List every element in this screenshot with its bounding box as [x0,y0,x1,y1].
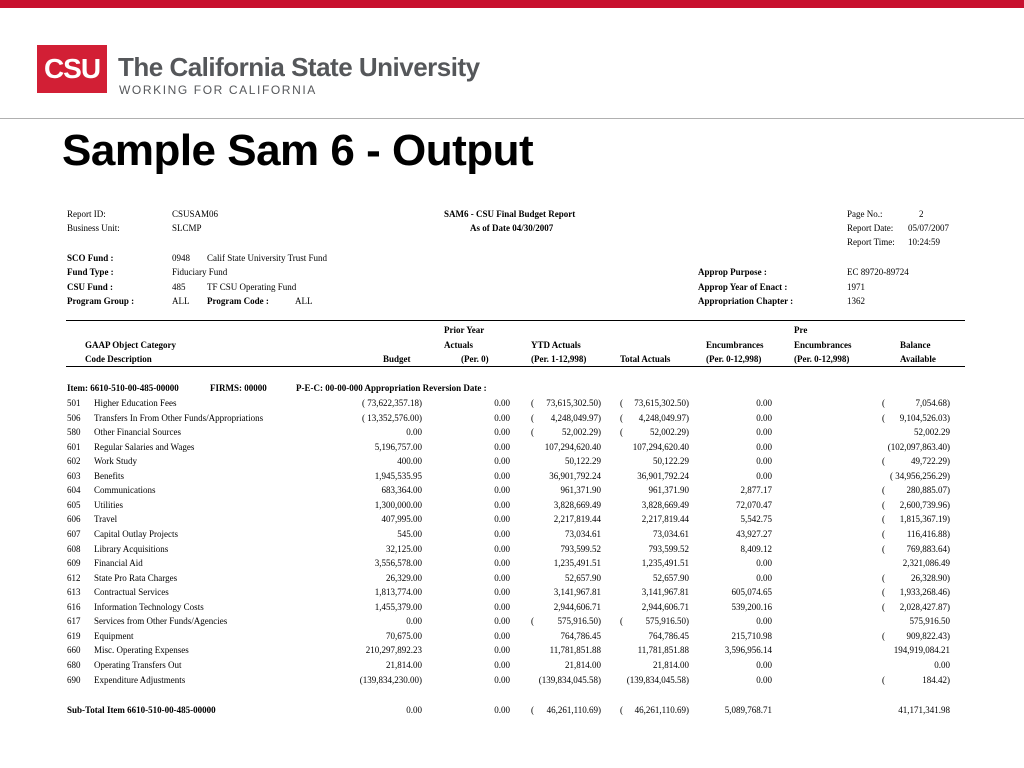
row-ytd-actuals: 107,294,620.40 [544,441,601,452]
col-prior-year-3: (Per. 0) [461,354,489,364]
row-prior-year: 0.00 [494,499,510,510]
table-row [0,456,1024,470]
row-total-actuals: 764,786.45 [648,630,689,641]
col-budget: Budget [383,354,411,364]
row-code: 501 [67,398,81,408]
row-ytd-paren: ( [531,427,534,438]
table-row [0,500,1024,514]
row-code: 604 [67,485,81,496]
row-prior-year: 0.00 [494,514,510,525]
business-unit-value: SLCMP [172,223,202,233]
org-tagline: WORKING FOR CALIFORNIA [119,83,317,97]
row-description: Work Study [94,456,138,467]
row-prior-year: 0.00 [494,456,510,467]
table-row [0,471,1024,485]
row-balance: ( 34,956,256.29) [890,470,950,481]
row-ytd-actuals: 11,781,851.88 [549,645,601,656]
slide-title: Sample Sam 6 - Output [62,126,534,175]
row-code: 607 [67,529,81,539]
row-ytd-paren: ( [531,616,534,627]
row-description: State Pro Rata Charges [94,572,178,583]
row-budget: ( 73,622,357.18) [362,398,422,408]
row-budget: 683,364.00 [381,485,422,496]
row-balance-paren: ( [882,456,885,467]
csu-fund-desc: TF CSU Operating Fund [207,282,297,292]
sco-fund-code: 0948 [172,253,190,263]
row-balance: 2,321,086.49 [902,558,950,568]
row-description: Information Technology Costs [94,601,204,612]
row-balance-paren: ( [882,674,885,685]
col-pre-2: Encumbrances [794,340,852,350]
table-row [0,398,1024,412]
row-encumbrances: 0.00 [756,456,772,467]
row-description: Benefits [94,470,124,481]
row-encumbrances: 0.00 [756,659,772,670]
row-total-actuals: (139,834,045.58) [626,674,689,685]
row-prior-year: 0.00 [494,572,510,583]
col-balance-2: Available [900,354,936,364]
row-encumbrances: 72,070.47 [736,499,772,510]
report-as-of: As of Date 04/30/2007 [470,223,554,233]
row-code: 603 [67,470,81,481]
row-balance: 52,002.29 [914,427,950,438]
subtotal-total-paren: ( [620,705,623,715]
row-balance: 575,916.50 [909,616,950,627]
col-pre-1: Pre [794,325,808,335]
row-total-actuals: 107,294,620.40 [632,441,689,452]
row-budget: 400.00 [397,456,422,467]
row-ytd-actuals: 50,122.29 [565,456,601,467]
row-prior-year: 0.00 [494,674,510,685]
subtotal-ytd: 46,261,110.69) [546,705,601,715]
row-budget: 32,125.00 [386,543,422,554]
row-ytd-actuals: 961,371.90 [560,485,601,496]
row-balance: 116,416.88) [906,529,950,539]
row-prior-year: 0.00 [494,543,510,554]
row-balance: 2,600,739.96) [899,499,950,510]
row-description: Communications [94,485,156,496]
row-description: Higher Education Fees [94,398,177,408]
row-code: 660 [67,645,81,656]
col-balance-1: Balance [900,340,931,350]
row-total-actuals: 4,248,049.97) [638,412,689,423]
col-total-actuals: Total Actuals [620,354,671,364]
table-row [0,442,1024,456]
program-group-value: ALL [172,296,190,306]
row-ytd-actuals: 1,235,491.51 [553,558,601,568]
col-ytd-2: (Per. 1-12,998) [531,354,587,364]
row-balance-paren: ( [882,485,885,496]
row-description: Operating Transfers Out [94,659,182,670]
row-code: 580 [67,427,81,438]
table-row [0,587,1024,601]
subtotal-encumbrances: 5,089,768.71 [724,705,772,715]
row-budget: 0.00 [406,427,422,438]
row-encumbrances: 8,409.12 [740,543,772,554]
row-ytd-actuals: (139,834,045.58) [538,674,601,685]
table-row [0,544,1024,558]
row-encumbrances: 0.00 [756,441,772,452]
row-balance-paren: ( [882,398,885,408]
col-gaap: GAAP Object Category [85,340,176,350]
row-balance: 9,104,526.03) [899,412,950,423]
row-code: 606 [67,514,81,525]
row-ytd-actuals: 21,814.00 [565,659,601,670]
row-ytd-actuals: 52,002.29) [562,427,601,438]
row-code: 690 [67,674,81,685]
row-description: Library Acquisitions [94,543,169,554]
row-balance: 184.42) [922,674,950,685]
sco-fund-label: SCO Fund : [67,253,114,263]
report-title: SAM6 - CSU Final Budget Report [444,209,576,219]
col-pre-3: (Per. 0-12,998) [794,354,850,364]
row-prior-year: 0.00 [494,558,510,568]
table-row [0,514,1024,528]
subtotal-prior: 0.00 [494,705,510,715]
csu-fund-code: 485 [172,282,186,292]
row-budget: 5,196,757.00 [374,441,422,452]
csu-fund-label: CSU Fund : [67,282,114,292]
row-total-actuals: 52,002.29) [650,427,689,438]
row-prior-year: 0.00 [494,659,510,670]
row-prior-year: 0.00 [494,398,510,408]
col-enc-2: (Per. 0-12,998) [706,354,762,364]
row-total-actuals: 11,781,851.88 [637,645,689,656]
row-code: 613 [67,587,81,598]
row-ytd-actuals: 3,141,967.81 [553,587,601,598]
row-ytd-actuals: 4,248,049.97) [550,412,601,423]
row-description: Capital Outlay Projects [94,529,178,539]
row-budget: 3,556,578.00 [374,558,422,568]
row-encumbrances: 0.00 [756,427,772,438]
csu-logo [37,45,107,93]
row-balance: 909,822.43) [906,630,950,641]
item-pec: P-E-C: 00-00-000 Appropriation Reversion Date : [296,383,487,393]
row-total-actuals: 52,657.90 [653,572,689,583]
row-code: 609 [67,558,81,568]
table-row [0,413,1024,427]
row-prior-year: 0.00 [494,485,510,496]
business-unit-label: Business Unit: [67,223,120,233]
row-prior-year: 0.00 [494,412,510,423]
row-ytd-actuals: 2,944,606.71 [553,601,601,612]
row-total-actuals: 73,034.61 [653,529,689,539]
row-total-paren: ( [620,616,623,627]
subtotal-row [0,705,1024,719]
row-total-actuals: 961,371.90 [648,485,689,496]
row-prior-year: 0.00 [494,529,510,539]
header-divider [0,118,1024,119]
row-budget: 1,300,000.00 [374,499,422,510]
row-budget: 1,455,379.00 [374,601,422,612]
report-time-value: 10:24:59 [908,237,941,247]
row-ytd-actuals: 36,901,792.24 [549,470,601,481]
subtotal-budget: 0.00 [406,705,422,715]
logo-text: CSU [43,53,101,84]
row-prior-year: 0.00 [494,587,510,598]
row-balance: 1,815,367.19) [899,514,950,525]
row-balance: 194,919,084.21 [893,645,950,656]
row-balance: 26,328.90) [911,572,950,583]
row-encumbrances: 43,927.27 [736,529,772,539]
row-prior-year: 0.00 [494,441,510,452]
row-code: 612 [67,572,81,583]
row-description: Misc. Operating Expenses [94,645,189,656]
program-code-label: Program Code : [207,296,269,306]
table-row [0,427,1024,441]
row-prior-year: 0.00 [494,645,510,656]
row-total-actuals: 73,615,302.50) [634,398,689,408]
row-description: Contractual Services [94,587,169,598]
row-encumbrances: 605,074.65 [731,587,772,598]
row-balance: 1,933,268.46) [899,587,950,598]
row-total-actuals: 2,217,819.44 [641,514,689,525]
row-encumbrances: 0.00 [756,470,772,481]
row-encumbrances: 539,200.16 [731,601,772,612]
col-ytd-1: YTD Actuals [531,340,581,350]
row-total-actuals: 793,599.52 [648,543,689,554]
row-prior-year: 0.00 [494,470,510,481]
row-balance: 2,028,427.87) [899,601,950,612]
subtotal-ytd-paren: ( [531,705,534,715]
row-encumbrances: 0.00 [756,572,772,583]
fund-type-label: Fund Type : [67,267,114,277]
row-total-actuals: 3,828,669.49 [641,499,689,510]
row-balance: 7,054.68) [915,398,950,408]
row-total-paren: ( [620,427,623,438]
row-description: Transfers In From Other Funds/Appropriations [94,412,264,423]
row-balance-paren: ( [882,529,885,539]
approp-year-value: 1971 [847,282,865,292]
row-ytd-actuals: 73,034.61 [565,529,601,539]
row-balance-paren: ( [882,572,885,583]
row-description: Travel [94,514,118,525]
row-prior-year: 0.00 [494,630,510,641]
subtotal-label: Sub-Total Item 6610-510-00-485-00000 [67,705,216,715]
approp-purpose-label: Approp Purpose : [698,267,767,277]
row-code: 608 [67,543,81,554]
col-code-desc: Code Description [85,354,152,364]
table-row [0,631,1024,645]
program-group-label: Program Group : [67,296,135,306]
row-description: Utilities [94,499,123,510]
row-total-actuals: 3,141,967.81 [641,587,689,598]
table-row [0,529,1024,543]
row-total-actuals: 36,901,792.24 [637,470,689,481]
row-ytd-actuals: 73,615,302.50) [546,398,601,408]
item-number: Item: 6610-510-00-485-00000 [67,383,179,393]
row-balance: (102,097,863.40) [887,441,950,452]
table-row [0,485,1024,499]
row-description: Regular Salaries and Wages [94,441,195,452]
row-code: 616 [67,601,81,612]
row-description: Other Financial Sources [94,427,181,438]
row-code: 605 [67,499,81,510]
row-budget: 210,297,892.23 [365,645,422,656]
row-total-actuals: 2,944,606.71 [641,601,689,612]
row-ytd-actuals: 3,828,669.49 [553,499,601,510]
col-prior-year-1: Prior Year [444,325,485,335]
sco-fund-desc: Calif State University Trust Fund [207,253,328,263]
row-description: Equipment [94,630,134,641]
row-description: Expenditure Adjustments [94,674,186,685]
row-balance-paren: ( [882,514,885,525]
row-prior-year: 0.00 [494,616,510,627]
row-encumbrances: 215,710.98 [731,630,772,641]
row-code: 506 [67,412,81,423]
row-budget: 545.00 [397,529,422,539]
approp-year-label: Approp Year of Enact : [698,282,788,292]
approp-chapter-value: 1362 [847,296,865,306]
row-total-paren: ( [620,398,623,408]
row-prior-year: 0.00 [494,427,510,438]
report-date-value: 05/07/2007 [908,223,950,233]
table-row [0,602,1024,616]
subtotal-total: 46,261,110.69) [634,705,689,715]
row-total-paren: ( [620,412,623,423]
row-code: 680 [67,659,81,670]
row-encumbrances: 0.00 [756,558,772,568]
row-code: 619 [67,630,81,641]
row-total-actuals: 50,122.29 [653,456,689,467]
row-encumbrances: 0.00 [756,674,772,685]
col-prior-year-2: Actuals [444,340,473,350]
page-no-label: Page No.: [847,209,883,219]
page-no-value: 2 [919,209,924,219]
row-ytd-actuals: 52,657.90 [565,572,601,583]
row-total-actuals: 21,814.00 [653,659,689,670]
row-prior-year: 0.00 [494,601,510,612]
row-balance-paren: ( [882,412,885,423]
row-ytd-paren: ( [531,412,534,423]
column-header-top-rule [66,320,965,321]
table-row [0,616,1024,630]
row-code: 602 [67,456,81,467]
row-balance-paren: ( [882,587,885,598]
table-row [0,573,1024,587]
row-budget: 21,814.00 [386,659,422,670]
row-budget: 1,945,535.95 [374,470,422,481]
table-row [0,558,1024,572]
col-enc-1: Encumbrances [706,340,764,350]
row-balance-paren: ( [882,630,885,641]
row-budget: 0.00 [406,616,422,627]
row-ytd-actuals: 793,599.52 [560,543,601,554]
row-total-actuals: 575,916.50) [645,616,689,627]
row-ytd-actuals: 764,786.45 [560,630,601,641]
report-time-label: Report Time: [847,237,895,247]
column-header-bottom-rule [66,366,965,367]
row-balance: 280,885.07) [906,485,950,496]
row-encumbrances: 0.00 [756,412,772,423]
row-code: 617 [67,616,81,627]
top-accent-bar [0,0,1024,8]
report-id-value: CSUSAM06 [172,209,219,219]
report-date-label: Report Date: [847,223,894,233]
row-encumbrances: 3,596,956.14 [724,645,772,656]
approp-purpose-value: EC 89720-89724 [847,267,909,277]
program-code-value: ALL [295,296,313,306]
row-description: Financial Aid [94,558,143,568]
row-balance: 0.00 [934,659,950,670]
row-balance: 49,722.29) [911,456,950,467]
row-ytd-actuals: 575,916.50) [557,616,601,627]
row-budget: 407,995.00 [381,514,422,525]
approp-chapter-label: Appropriation Chapter : [698,296,794,306]
row-balance: 769,883.64) [906,543,950,554]
org-name: The California State University [118,52,480,82]
row-description: Services from Other Funds/Agencies [94,616,228,627]
row-budget: 26,329.00 [386,572,422,583]
row-balance-paren: ( [882,601,885,612]
row-budget: 70,675.00 [386,630,422,641]
row-ytd-actuals: 2,217,819.44 [553,514,601,525]
row-budget: 1,813,774.00 [374,587,422,598]
row-ytd-paren: ( [531,398,534,408]
row-code: 601 [67,441,81,452]
row-encumbrances: 0.00 [756,616,772,627]
row-encumbrances: 2,877.17 [740,485,772,496]
row-encumbrances: 5,542.75 [740,514,772,525]
row-balance-paren: ( [882,499,885,510]
row-encumbrances: 0.00 [756,398,772,408]
row-budget: ( 13,352,576.00) [362,412,422,423]
subtotal-balance: 41,171,341.98 [898,705,950,715]
row-total-actuals: 1,235,491.51 [641,558,689,568]
fund-type-value: Fiduciary Fund [172,267,228,277]
row-balance-paren: ( [882,543,885,554]
table-row [0,660,1024,674]
table-row [0,675,1024,689]
table-row [0,645,1024,659]
report-id-label: Report ID: [67,209,106,219]
item-firms: FIRMS: 00000 [210,383,267,393]
row-budget: (139,834,230.00) [359,674,422,685]
